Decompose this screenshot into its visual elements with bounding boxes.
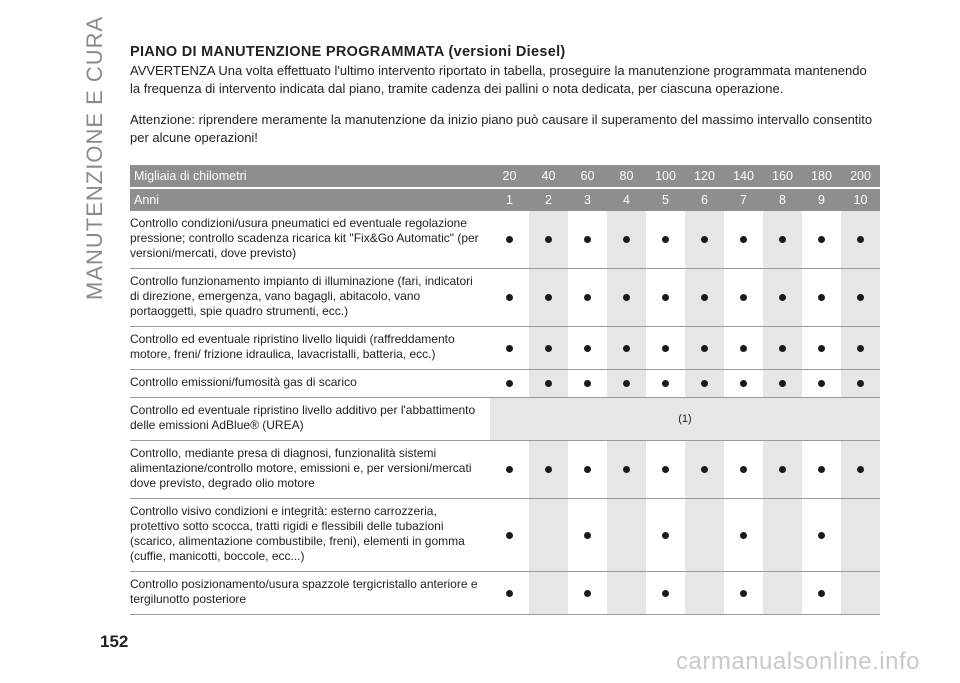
interval-cell [763, 370, 802, 398]
interval-cell [607, 441, 646, 499]
years-header-cell: 4 [607, 188, 646, 211]
interval-cell [763, 499, 802, 572]
interval-cell [529, 269, 568, 327]
scheduled-dot-icon [662, 590, 669, 597]
footnote-reference: (1) [490, 398, 880, 441]
interval-cell [802, 211, 841, 269]
km-header-cell: 140 [724, 165, 763, 188]
interval-cell [646, 441, 685, 499]
scheduled-dot-icon [857, 345, 864, 352]
scheduled-dot-icon [662, 236, 669, 243]
years-header-cell: 3 [568, 188, 607, 211]
scheduled-dot-icon [584, 236, 591, 243]
km-header-cell: 20 [490, 165, 529, 188]
interval-cell [685, 211, 724, 269]
interval-cell [646, 327, 685, 370]
interval-cell [685, 572, 724, 615]
interval-cell [763, 327, 802, 370]
scheduled-dot-icon [584, 294, 591, 301]
interval-cell [763, 269, 802, 327]
interval-cell [724, 211, 763, 269]
operation-description: Controllo condizioni/usura pneumatici ed eventuale regolazione pressione; controllo scadenza ricarica kit "Fix&Go Automatic" (per versioni/mercati, dove previsto) [130, 211, 490, 269]
interval-cell [724, 327, 763, 370]
interval-cell [490, 269, 529, 327]
scheduled-dot-icon [623, 345, 630, 352]
scheduled-dot-icon [857, 380, 864, 387]
operation-description: Controllo emissioni/fumosità gas di scarico [130, 370, 490, 398]
scheduled-dot-icon [818, 345, 825, 352]
years-header-cell: 2 [529, 188, 568, 211]
interval-cell [646, 370, 685, 398]
scheduled-dot-icon [857, 466, 864, 473]
table-row [130, 211, 880, 269]
scheduled-dot-icon [779, 380, 786, 387]
years-header-label: Anni [130, 188, 490, 211]
scheduled-dot-icon [701, 294, 708, 301]
scheduled-dot-icon [740, 590, 747, 597]
interval-cell [841, 441, 880, 499]
scheduled-dot-icon [779, 345, 786, 352]
scheduled-dot-icon [506, 532, 513, 539]
operation-description: Controllo ed eventuale ripristino livello liquidi (raffreddamento motore, freni/ frizione idraulica, lavacristalli, batteria, ecc.) [130, 327, 490, 370]
interval-cell [802, 499, 841, 572]
scheduled-dot-icon [506, 294, 513, 301]
page-heading: PIANO DI MANUTENZIONE PROGRAMMATA (versioni Diesel) [130, 44, 566, 60]
years-header-row [130, 188, 880, 211]
table-row [130, 441, 880, 499]
scheduled-dot-icon [545, 466, 552, 473]
interval-cell [529, 499, 568, 572]
operation-description: Controllo posizionamento/usura spazzole tergicristallo anteriore e tergilunotto posteriore [130, 572, 490, 615]
interval-cell [607, 269, 646, 327]
km-header-cell: 80 [607, 165, 646, 188]
scheduled-dot-icon [818, 532, 825, 539]
watermark: carmanualsonline.info [676, 648, 920, 675]
scheduled-dot-icon [701, 380, 708, 387]
interval-cell [490, 370, 529, 398]
interval-cell [841, 499, 880, 572]
scheduled-dot-icon [818, 380, 825, 387]
scheduled-dot-icon [506, 590, 513, 597]
interval-cell [685, 269, 724, 327]
warning-paragraph: AVVERTENZA Una volta effettuato l'ultimo intervento riportato in tabella, proseguire la manutenzione programmata mantenendo la frequenza di intervento indicata dal piano, tramite cadenza dei pallini o nota dedicata, per ciascuna operazione. [130, 63, 867, 96]
interval-cell [841, 370, 880, 398]
interval-cell [685, 499, 724, 572]
scheduled-dot-icon [506, 345, 513, 352]
km-header-label: Migliaia di chilometri [130, 165, 490, 188]
interval-cell [646, 269, 685, 327]
interval-cell [646, 572, 685, 615]
scheduled-dot-icon [662, 532, 669, 539]
interval-cell [490, 327, 529, 370]
km-header-cell: 200 [841, 165, 880, 188]
scheduled-dot-icon [740, 236, 747, 243]
interval-cell [568, 499, 607, 572]
interval-cell [841, 327, 880, 370]
maintenance-table [130, 165, 880, 615]
interval-cell [568, 211, 607, 269]
scheduled-dot-icon [779, 466, 786, 473]
interval-cell [568, 370, 607, 398]
interval-cell [685, 327, 724, 370]
years-header-cell: 7 [724, 188, 763, 211]
scheduled-dot-icon [662, 294, 669, 301]
section-side-title: MANUTENZIONE E CURA [82, 15, 107, 300]
scheduled-dot-icon [545, 380, 552, 387]
interval-cell [763, 211, 802, 269]
interval-cell [802, 370, 841, 398]
scheduled-dot-icon [584, 466, 591, 473]
scheduled-dot-icon [701, 345, 708, 352]
scheduled-dot-icon [740, 466, 747, 473]
interval-cell [607, 572, 646, 615]
interval-cell [802, 441, 841, 499]
scheduled-dot-icon [740, 380, 747, 387]
interval-cell [529, 441, 568, 499]
interval-cell [802, 572, 841, 615]
scheduled-dot-icon [623, 236, 630, 243]
page-number: 152 [100, 632, 129, 651]
scheduled-dot-icon [584, 345, 591, 352]
interval-cell [529, 370, 568, 398]
scheduled-dot-icon [857, 294, 864, 301]
interval-cell [685, 370, 724, 398]
scheduled-dot-icon [818, 236, 825, 243]
scheduled-dot-icon [584, 380, 591, 387]
scheduled-dot-icon [623, 466, 630, 473]
interval-cell [529, 572, 568, 615]
interval-cell [685, 441, 724, 499]
scheduled-dot-icon [545, 236, 552, 243]
scheduled-dot-icon [584, 590, 591, 597]
interval-cell [802, 269, 841, 327]
km-header-cell: 180 [802, 165, 841, 188]
interval-cell [724, 370, 763, 398]
interval-cell [607, 370, 646, 398]
scheduled-dot-icon [701, 236, 708, 243]
maintenance-table-body [130, 211, 880, 615]
table-row [130, 572, 880, 615]
km-header-row [130, 165, 880, 188]
interval-cell [802, 327, 841, 370]
scheduled-dot-icon [818, 590, 825, 597]
interval-cell [763, 441, 802, 499]
scheduled-dot-icon [740, 345, 747, 352]
scheduled-dot-icon [818, 466, 825, 473]
years-header-cell: 10 [841, 188, 880, 211]
interval-cell [490, 211, 529, 269]
scheduled-dot-icon [506, 466, 513, 473]
interval-cell [724, 499, 763, 572]
interval-cell [763, 572, 802, 615]
scheduled-dot-icon [701, 466, 708, 473]
scheduled-dot-icon [740, 294, 747, 301]
operation-description: Controllo funzionamento impianto di illuminazione (fari, indicatori di direzione, emergenza, vano bagagli, abitacolo, vano portaoggetti, spie quadro strumenti, ecc.) [130, 269, 490, 327]
interval-cell [724, 572, 763, 615]
interval-cell [529, 211, 568, 269]
scheduled-dot-icon [818, 294, 825, 301]
interval-cell [607, 499, 646, 572]
interval-cell [646, 211, 685, 269]
km-header-cell: 120 [685, 165, 724, 188]
scheduled-dot-icon [623, 380, 630, 387]
scheduled-dot-icon [506, 236, 513, 243]
interval-cell [841, 572, 880, 615]
attention-paragraph: Attenzione: riprendere meramente la manutenzione da inizio piano può causare il superamento del massimo intervallo consentito per alcune operazioni! [130, 112, 873, 145]
interval-cell [490, 441, 529, 499]
interval-cell [841, 269, 880, 327]
km-header-cell: 40 [529, 165, 568, 188]
scheduled-dot-icon [506, 380, 513, 387]
table-row [130, 499, 880, 572]
scheduled-dot-icon [740, 532, 747, 539]
years-header-cell: 1 [490, 188, 529, 211]
operation-description: Controllo ed eventuale ripristino livello additivo per l'abbattimento delle emissioni AdBlue® (UREA) [130, 398, 490, 441]
km-header-cell: 60 [568, 165, 607, 188]
km-header-cell: 100 [646, 165, 685, 188]
scheduled-dot-icon [857, 236, 864, 243]
table-row [130, 398, 880, 441]
interval-cell [607, 211, 646, 269]
years-header-cell: 5 [646, 188, 685, 211]
years-header-cell: 9 [802, 188, 841, 211]
interval-cell [529, 327, 568, 370]
km-header-cell: 160 [763, 165, 802, 188]
table-row [130, 327, 880, 370]
table-row [130, 370, 880, 398]
operation-description: Controllo visivo condizioni e integrità: esterno carrozzeria, protettivo sotto scocca, tratti rigidi e flessibili delle tubazioni (scarico, alimentazione combustibile, freni), elementi in gomma (cuffie, manicotti, boccole, ecc...) [130, 499, 490, 572]
interval-cell [841, 211, 880, 269]
scheduled-dot-icon [623, 294, 630, 301]
interval-cell [607, 327, 646, 370]
interval-cell [724, 269, 763, 327]
scheduled-dot-icon [545, 294, 552, 301]
scheduled-dot-icon [584, 532, 591, 539]
scheduled-dot-icon [779, 294, 786, 301]
interval-cell [646, 499, 685, 572]
scheduled-dot-icon [779, 236, 786, 243]
interval-cell [490, 572, 529, 615]
table-row [130, 269, 880, 327]
scheduled-dot-icon [662, 466, 669, 473]
years-header-cell: 8 [763, 188, 802, 211]
interval-cell [724, 441, 763, 499]
scheduled-dot-icon [662, 345, 669, 352]
interval-cell [568, 327, 607, 370]
interval-cell [568, 441, 607, 499]
years-header-cell: 6 [685, 188, 724, 211]
interval-cell [568, 572, 607, 615]
page-content [130, 44, 880, 615]
scheduled-dot-icon [662, 380, 669, 387]
operation-description: Controllo, mediante presa di diagnosi, funzionalità sistemi alimentazione/controllo motore, emissioni e, per versioni/mercati dove previsto, degrado olio motore [130, 441, 490, 499]
scheduled-dot-icon [545, 345, 552, 352]
interval-cell [568, 269, 607, 327]
interval-cell [490, 499, 529, 572]
